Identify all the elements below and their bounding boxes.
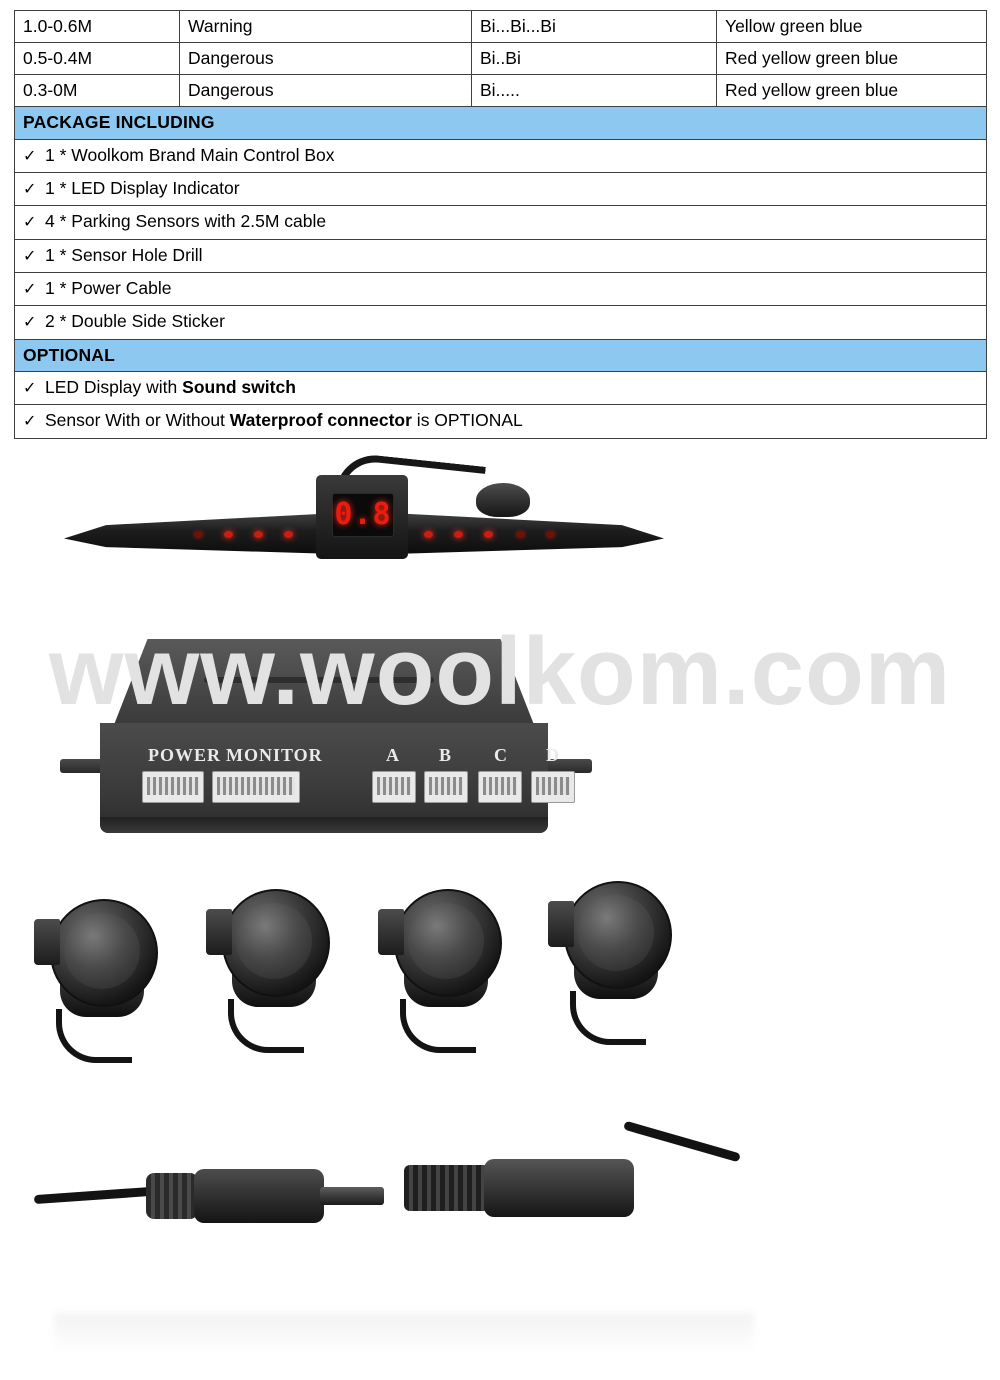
led-dot [484, 531, 493, 538]
sensor-clip [34, 919, 60, 965]
port-monitor [212, 771, 300, 803]
list-item [15, 371, 987, 404]
optional-item-bold: Sound switch [182, 376, 296, 397]
parking-sensor [546, 871, 686, 1046]
parking-sensor [204, 879, 344, 1054]
cable-strain-relief [146, 1173, 198, 1219]
cell-sound: Bi..... [472, 75, 717, 107]
table-row [15, 75, 987, 107]
led-dot [424, 531, 433, 538]
list-item [15, 273, 987, 306]
port-label-c: C [494, 744, 508, 765]
led-dot [284, 531, 293, 538]
table-row [15, 11, 987, 43]
cell-colors: Yellow green blue [717, 11, 987, 43]
sensor-cable [570, 991, 646, 1045]
list-item [15, 139, 987, 172]
table-row [15, 43, 987, 75]
cable-connector-female [394, 1127, 734, 1257]
optional-item-post: is OPTIONAL [411, 410, 523, 431]
port-label-monitor: MONITOR [226, 744, 323, 765]
cell-status: Dangerous [180, 43, 472, 75]
spec-table [14, 10, 987, 439]
surface-reflection [54, 1313, 754, 1353]
led-distance-value: 0.8 [334, 497, 392, 533]
cable-socket-shell [484, 1159, 634, 1217]
sensor-face [578, 895, 654, 971]
sensor-face [408, 903, 484, 979]
sensor-clip [378, 909, 404, 955]
list-item [15, 172, 987, 205]
check-icon: ✓ [23, 147, 37, 165]
package-item-label: 1 * Power Cable [45, 278, 172, 299]
sensor-clip [548, 901, 574, 947]
product-photo [14, 439, 986, 1359]
cell-colors: Red yellow green blue [717, 43, 987, 75]
led-dot [194, 531, 203, 538]
list-item [15, 206, 987, 239]
led-dot [224, 531, 233, 538]
led-dot [254, 531, 263, 538]
optional-section-header [15, 339, 987, 371]
cell-distance: 0.5-0.4M [15, 43, 180, 75]
port-label-power: POWER [148, 744, 222, 765]
cell-colors: Red yellow green blue [717, 75, 987, 107]
cable-plug-shell [194, 1169, 324, 1223]
package-item-label: 2 * Double Side Sticker [45, 311, 225, 332]
port-b [424, 771, 468, 803]
optional-item-pre: Sensor With or Without [45, 410, 230, 431]
cable-pin [320, 1187, 384, 1205]
cell-distance: 0.3-0M [15, 75, 180, 107]
port-label-d: D [546, 744, 560, 765]
led-screen [332, 493, 394, 537]
sensor-clip [206, 909, 232, 955]
cell-status: Dangerous [180, 75, 472, 107]
led-dot [546, 531, 555, 538]
led-dot [454, 531, 463, 538]
check-icon: ✓ [23, 314, 37, 332]
sensor-face [236, 903, 312, 979]
parking-sensor [32, 889, 172, 1064]
check-icon: ✓ [23, 247, 37, 265]
port-label-a: A [386, 744, 400, 765]
port-d [531, 771, 575, 803]
cable-lead [623, 1120, 741, 1162]
sensor-cable [400, 999, 476, 1053]
package-heading: PACKAGE INCLUDING [15, 107, 987, 139]
cable-connector-male [34, 1139, 394, 1259]
cell-sound: Bi...Bi...Bi [472, 11, 717, 43]
cable-threaded-collar [404, 1165, 490, 1211]
cell-status: Warning [180, 11, 472, 43]
port-label-b: B [439, 744, 453, 765]
package-item-label: 1 * LED Display Indicator [45, 177, 240, 198]
check-icon: ✓ [23, 379, 37, 397]
cell-sound: Bi..Bi [472, 43, 717, 75]
sensor-cable [56, 1009, 132, 1063]
parking-sensor [376, 879, 516, 1054]
list-item [15, 405, 987, 438]
package-item-label: 1 * Woolkom Brand Main Control Box [45, 144, 335, 165]
optional-heading: OPTIONAL [15, 339, 987, 371]
port-power [142, 771, 204, 803]
check-icon: ✓ [23, 214, 37, 232]
check-icon: ✓ [23, 180, 37, 198]
led-display-indicator [64, 459, 684, 609]
cable-lead [34, 1187, 152, 1204]
optional-item-pre: LED Display with [45, 376, 183, 397]
package-item-label: 4 * Parking Sensors with 2.5M cable [45, 211, 327, 232]
optional-item-bold: Waterproof connector [229, 410, 412, 431]
led-speaker [476, 483, 530, 517]
cell-distance: 1.0-0.6M [15, 11, 180, 43]
watermark-text: www.woolkom.com [48, 617, 952, 725]
package-item-label: 1 * Sensor Hole Drill [45, 244, 203, 265]
sensor-cable [228, 999, 304, 1053]
port-a [372, 771, 416, 803]
control-box-bottom-lip [100, 817, 548, 833]
package-section-header [15, 107, 987, 139]
sensor-face [64, 913, 140, 989]
list-item [15, 306, 987, 339]
check-icon: ✓ [23, 281, 37, 299]
led-dot [516, 531, 525, 538]
port-c [478, 771, 522, 803]
check-icon: ✓ [23, 413, 37, 431]
list-item [15, 239, 987, 272]
